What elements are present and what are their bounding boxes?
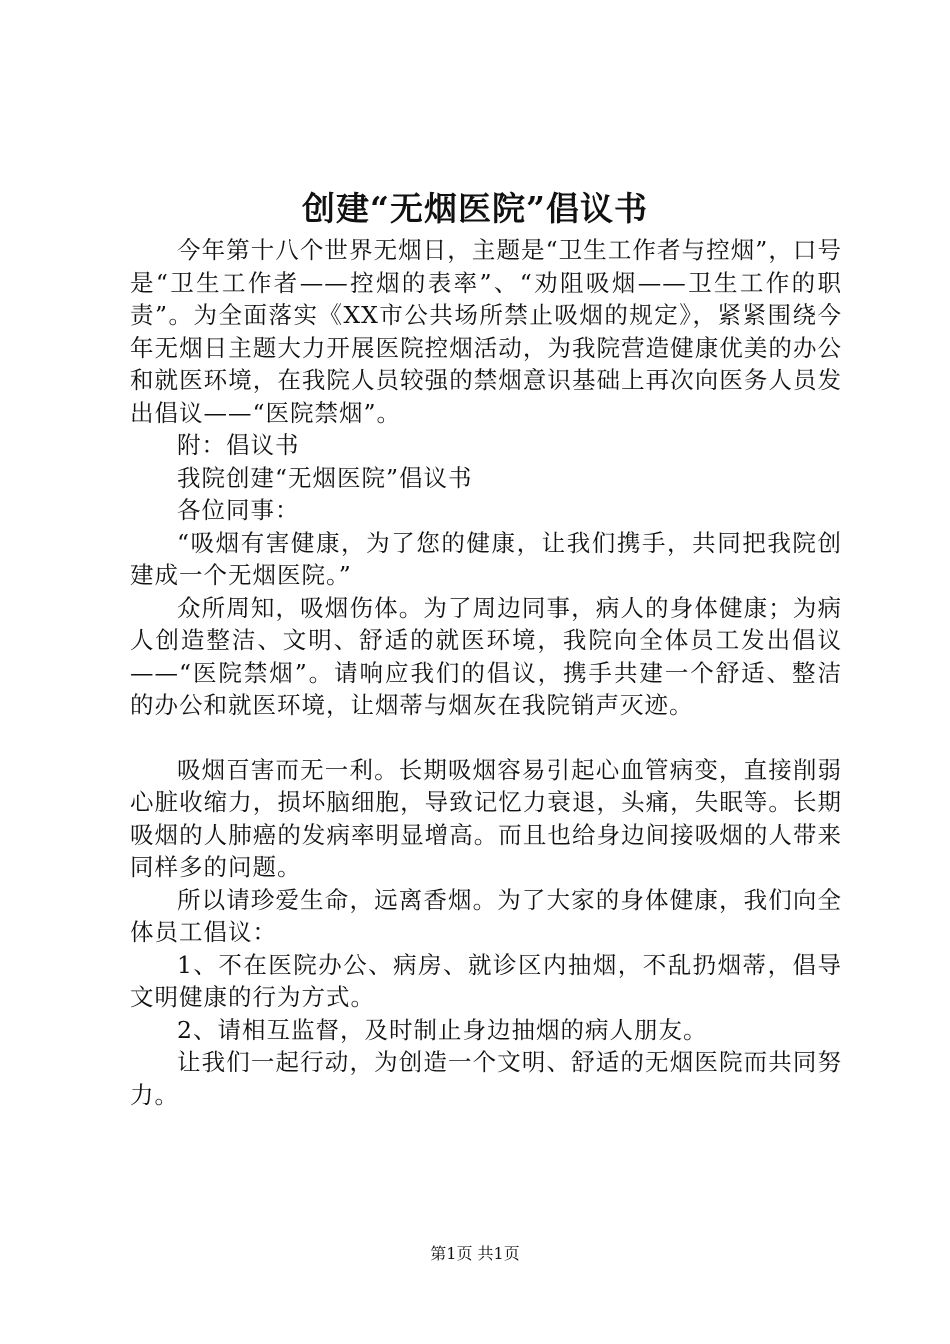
paragraph-item-2: 2、请相互监督，及时制止身边抽烟的病人朋友。 xyxy=(177,1015,708,1044)
paragraph-proposal: 众所周知，吸烟伤体。为了周边同事，病人的身体健康；为病人创造整洁、文明、舒适的就医环境，我院向全体员工发出倡议——“医院禁烟”。请响应我们的倡议，携手共建一个舒适、整洁的办公和就医环境，让烟蒂与烟灰在我院销声灭迹。 xyxy=(130,593,842,719)
paragraph-appeal: 所以请珍爱生命，远离香烟。为了大家的身体健康，我们向全体员工倡议： xyxy=(130,885,842,946)
paragraph-subtitle: 我院创建“无烟医院”倡议书 xyxy=(177,463,473,492)
document-body xyxy=(130,234,842,1111)
paragraph-intro: 今年第十八个世界无烟日，主题是“卫生工作者与控烟”，口号是“卫生工作者——控烟的表率”、“劝阻吸烟——卫生工作的职责”。为全面落实《XX市公共场所禁止吸烟的规定》，紧紧围绕今年无烟日主题大力开展医院控烟活动，为我院营造健康优美的办公和就医环境，在我院人员较强的禁烟意识基础上再次向医务人员发出倡议——“医院禁烟”。 xyxy=(130,236,842,427)
document-title: 创建“无烟医院”倡议书 xyxy=(302,189,648,228)
paragraph-closing: 让我们一起行动，为创造一个文明、舒适的无烟医院而共同努力。 xyxy=(130,1048,842,1109)
paragraph-item-1: 1、不在医院办公、病房、就诊区内抽烟，不乱扔烟蒂，倡导文明健康的行为方式。 xyxy=(130,950,842,1011)
paragraph-salutation: 各位同事： xyxy=(177,496,300,524)
page-number-footer: 第1页 共1页 xyxy=(430,1244,520,1263)
paragraph-attachment: 附：倡议书 xyxy=(177,431,300,459)
paragraph-quote: “吸烟有害健康，为了您的健康，让我们携手，共同把我院创建成一个无烟医院。” xyxy=(130,528,842,589)
paragraph-harm: 吸烟百害而无一利。长期吸烟容易引起心血管病变，直接削弱心脏收缩力，损坏脑细胞，导致记忆力衰退，头痛，失眠等。长期吸烟的人肺癌的发病率明显增高。而且也给身边间接吸烟的人带来同样多的问题。 xyxy=(130,755,842,881)
